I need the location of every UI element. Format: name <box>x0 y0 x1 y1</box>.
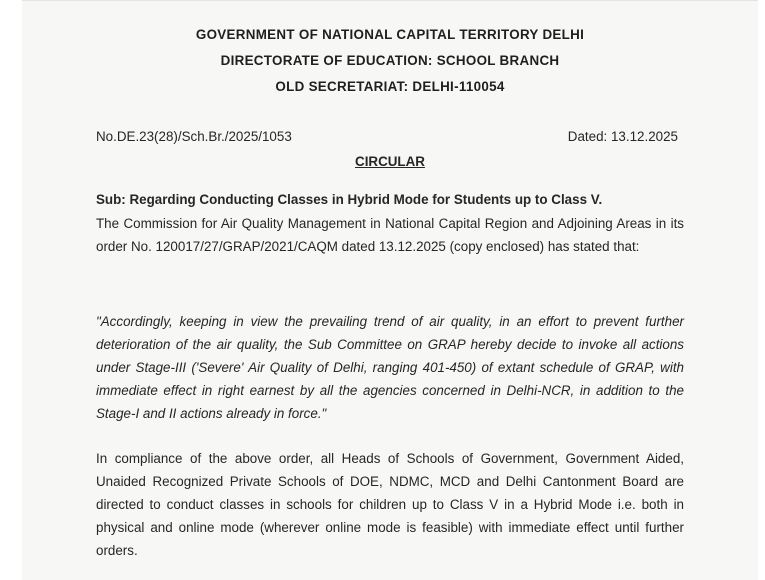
paragraph-intro: The Commission for Air Quality Management in National Capital Region and Adjoining Areas in its order No. 120017/27/GRAP/2021/CAQM dated 13.12.2025 (copy enclosed) has stated that: <box>96 216 684 254</box>
header-address: OLD SECRETARIAT: DELHI-110054 <box>275 79 505 94</box>
header-directorate: DIRECTORATE OF EDUCATION: SCHOOL BRANCH <box>220 53 560 68</box>
quoted-order: "Accordingly, keeping in view the prevailing trend of air quality, in an effort to prevent further deterioration of the air quality, the Sub Committee on GRAP hereby decide to invoke all actions under Stage-III ('Severe' Air Quality of Delhi, ranging 401-450) of extant schedule of GRAP, with immediate effect in right earnest by all the agencies concerned in Delhi-NCR, in addition to the Stage-I and II actions already in force." <box>96 314 684 421</box>
document-page <box>22 0 758 580</box>
reference-number: No.DE.23(28)/Sch.Br./2025/1053 <box>96 129 292 144</box>
circular-document <box>22 1 758 580</box>
paragraph-directive: In compliance of the above order, all Heads of Schools of Government, Government Aided, Unaided Recognized Private Schools of DOE, NDMC, MCD and Delhi Cantonment Board are directed to conduct classes in schools for children up to Class V in a Hybrid Mode i.e. both in physical and online mode (wherever online mode is feasible) with immediate effect until further orders. <box>96 451 684 558</box>
subject-line: Sub: Regarding Conducting Classes in Hybrid Mode for Students up to Class V. <box>96 192 603 207</box>
header-government: GOVERNMENT OF NATIONAL CAPITAL TERRITORY DELHI <box>195 27 585 42</box>
circular-title: CIRCULAR <box>355 154 425 169</box>
date: Dated: 13.12.2025 <box>567 129 678 144</box>
